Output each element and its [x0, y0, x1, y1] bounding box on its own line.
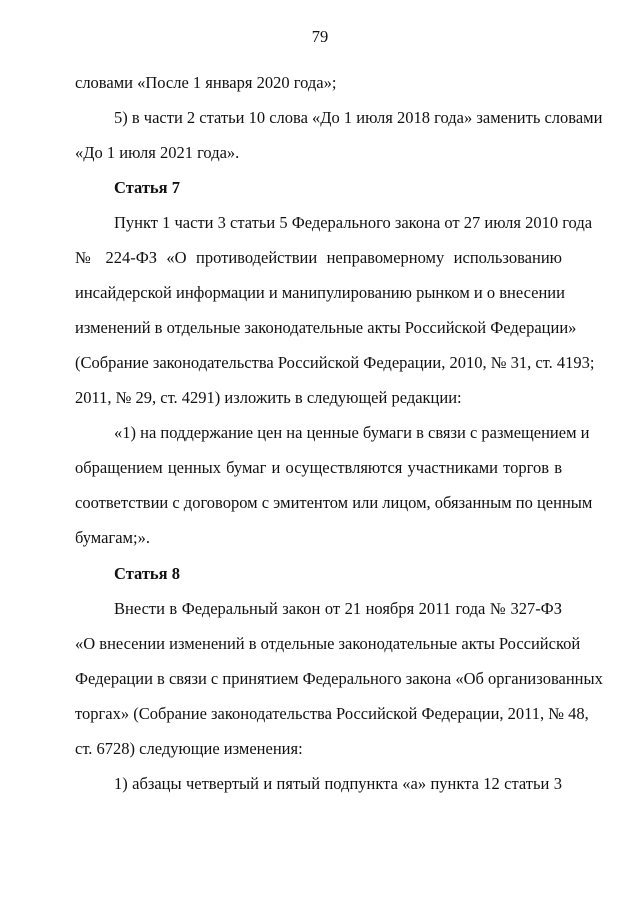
text-line: ст. 6728) следующие изменения:	[75, 739, 303, 758]
text-line: № 224-ФЗ «О противодействии неправомерному использованию	[75, 248, 562, 267]
text-line: «До 1 июля 2021 года».	[75, 143, 240, 162]
text-line: словами «После 1 января 2020 года»;	[75, 73, 337, 92]
text-line: (Собрание законодательства Российской Федерации, 2010, № 31, ст. 4193;	[75, 353, 595, 372]
text-line: обращением ценных бумаг и осуществляются участниками торгов в	[75, 458, 562, 477]
text-line: изменений в отдельные законодательные акты Российской Федерации»	[75, 318, 577, 337]
text-line: 1) абзацы четвертый и пятый подпункта «а» пункта 12 статьи 3	[114, 774, 562, 793]
text-line: Внести в Федеральный закон от 21 ноября 2011 года № 327-ФЗ	[114, 599, 562, 618]
text-line: Пункт 1 части 3 статьи 5 Федерального закона от 27 июля 2010 года	[114, 213, 593, 232]
text-line: 2011, № 29, ст. 4291) изложить в следующей редакции:	[75, 388, 462, 407]
article-heading: Статья 8	[114, 564, 180, 583]
text-line: торгах» (Собрание законодательства Российской Федерации, 2011, № 48,	[75, 704, 589, 723]
text-line: соответствии с договором с эмитентом или лицом, обязанным по ценным	[75, 493, 593, 512]
page-number: 79	[311, 27, 329, 46]
text-line: «О внесении изменений в отдельные законодательные акты Российской	[75, 634, 581, 653]
article-heading: Статья 7	[114, 178, 180, 197]
text-line: бумагам;».	[75, 528, 150, 547]
text-line: 5) в части 2 статьи 10 слова «До 1 июля 2018 года» заменить словами	[114, 108, 603, 127]
text-line: Федерации в связи с принятием Федерального закона «Об организованных	[75, 669, 603, 688]
text-line: «1) на поддержание цен на ценные бумаги в связи с размещением и	[114, 423, 590, 442]
text-line: инсайдерской информации и манипулированию рынком и о внесении	[75, 283, 565, 302]
